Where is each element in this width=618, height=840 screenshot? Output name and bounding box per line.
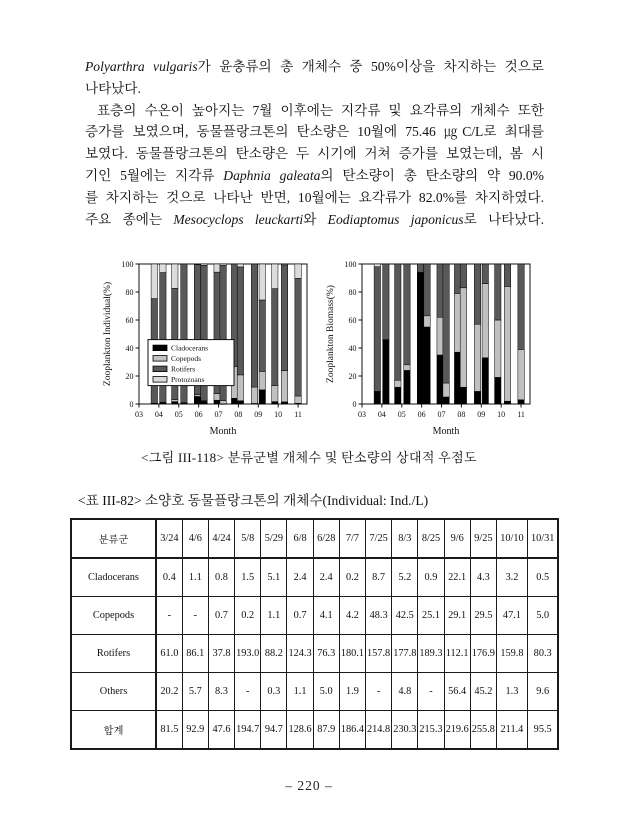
paragraph-line — [85, 165, 544, 187]
bar-segment-rotifers — [437, 264, 443, 317]
value-cell: 22.1 — [444, 558, 470, 597]
bar-segment-copepods — [194, 395, 200, 397]
y-tick-label: 100 — [121, 259, 134, 269]
row-label-cell: Copepods — [71, 597, 156, 635]
value-cell: 5.0 — [527, 597, 558, 635]
value-cell: 124.3 — [287, 635, 313, 673]
value-cell: 87.9 — [313, 711, 339, 750]
value-cell: 177.8 — [392, 635, 418, 673]
value-cell: 92.9 — [182, 711, 208, 750]
value-cell: 0.5 — [527, 558, 558, 597]
y-tick-label: 80 — [348, 287, 357, 297]
value-cell: - — [366, 673, 392, 711]
bar-segment-rotifers — [417, 264, 423, 272]
x-tick-label: 03 — [135, 410, 143, 419]
bar-segment-cladocerans — [504, 401, 510, 404]
paragraph-line — [85, 78, 544, 100]
bar-segment-copepods — [295, 396, 301, 403]
text-run: 로 나타났다. — [463, 211, 544, 227]
value-cell: 4.3 — [470, 558, 496, 597]
bar-segment-protozoans — [151, 264, 157, 299]
bar-segment-cladocerans — [395, 387, 401, 404]
bar-segment-protozoans — [281, 264, 287, 265]
value-cell: 159.8 — [496, 635, 527, 673]
value-cell: 215.3 — [418, 711, 444, 750]
bar-segment-protozoans — [374, 264, 380, 267]
row-label-cell: Rotifers — [71, 635, 156, 673]
value-cell: 0.8 — [208, 558, 234, 597]
value-cell: 25.1 — [418, 597, 444, 635]
bar-segment-cladocerans — [443, 397, 449, 404]
x-tick-label: 09 — [254, 410, 263, 419]
bar-segment-rotifers — [504, 264, 510, 286]
value-cell: 5.0 — [313, 673, 339, 711]
paragraph-line — [85, 143, 544, 165]
value-cell: 3.2 — [496, 558, 527, 597]
bar-segment-protozoans — [194, 264, 200, 265]
value-cell: 176.9 — [470, 635, 496, 673]
bar-segment-cladocerans — [437, 355, 443, 404]
value-cell: 1.1 — [261, 597, 287, 635]
y-axis-label: Zooplankton Biomass(%) — [326, 285, 336, 383]
bar-segment-rotifers — [374, 267, 380, 392]
bar-segment-cladocerans — [201, 401, 207, 404]
bar-segment-rotifers — [474, 264, 480, 324]
x-tick-label: 05 — [174, 410, 183, 419]
y-tick-label: 0 — [352, 399, 357, 409]
bar-segment-rotifers — [251, 264, 257, 387]
value-cell: 0.2 — [235, 597, 261, 635]
bar-segment-rotifers — [482, 264, 488, 284]
value-cell: 189.3 — [418, 635, 444, 673]
x-tick-label: 09 — [477, 410, 486, 419]
header-date-cell: 9/25 — [470, 519, 496, 558]
bar-segment-cladocerans — [383, 340, 389, 404]
x-tick-label: 08 — [234, 410, 243, 419]
bar-segment-protozoans — [237, 264, 243, 267]
species-name: Eodiaptomus japonicus — [327, 211, 464, 227]
bar-segment-cladocerans — [172, 402, 178, 404]
x-tick-label: 10 — [274, 410, 283, 419]
x-tick-label: 07 — [214, 410, 223, 419]
value-cell: 47.6 — [208, 711, 234, 750]
bar-segment-copepods — [443, 383, 449, 397]
x-tick-label: 10 — [497, 410, 506, 419]
bar-segment-cladocerans — [454, 352, 460, 404]
value-cell: 4.8 — [392, 673, 418, 711]
bar-segment-rotifers — [460, 264, 466, 288]
header-date-cell: 4/6 — [182, 519, 208, 558]
table-row — [71, 558, 558, 597]
y-tick-label: 20 — [125, 371, 134, 381]
bar-segment-copepods — [518, 349, 524, 399]
bar-segment-cladocerans — [460, 387, 466, 404]
value-cell: 37.8 — [208, 635, 234, 673]
bar-segment-copepods — [272, 386, 278, 402]
value-cell: 0.7 — [287, 597, 313, 635]
value-cell: 20.2 — [156, 673, 182, 711]
species-name: Polyarthra vulgaris — [85, 59, 198, 74]
zooplankton-individual-chart — [99, 256, 315, 444]
bar-segment-protozoans — [259, 264, 265, 300]
value-cell: 88.2 — [261, 635, 287, 673]
bar-segment-cladocerans — [160, 402, 166, 404]
table-row — [71, 635, 558, 673]
bar-segment-copepods — [220, 401, 226, 404]
bar-segment-copepods — [395, 380, 401, 387]
x-tick-label: 06 — [194, 410, 203, 419]
legend-label: Cladocerans — [171, 343, 209, 353]
text-run: 보였다. 동물플랑크톤의 탄소량은 두 시기에 거쳐 증가를 보였는데, 봄 시 — [85, 146, 544, 162]
bar-segment-protozoans — [160, 264, 166, 273]
bar-segment-cladocerans — [194, 396, 200, 404]
paragraph-line — [85, 209, 544, 231]
bar-segment-rotifers — [443, 264, 449, 383]
value-cell: 2.4 — [287, 558, 313, 597]
table-row — [71, 711, 558, 750]
table-row — [71, 597, 558, 635]
value-cell: 1.1 — [287, 673, 313, 711]
value-cell: 186.4 — [339, 711, 365, 750]
species-name: Mesocyclops leuckarti — [173, 211, 304, 227]
paragraph-line — [85, 100, 544, 122]
value-cell: 76.3 — [313, 635, 339, 673]
value-cell: 0.7 — [208, 597, 234, 635]
header-date-cell: 8/3 — [392, 519, 418, 558]
text-run: 표층의 수온이 높아지는 7월 이후에는 지각류 및 요각류의 개체수 또한 — [97, 102, 544, 118]
header-date-cell: 8/25 — [418, 519, 444, 558]
bar-segment-copepods — [172, 400, 178, 402]
bar-segment-cladocerans — [214, 400, 220, 404]
header-date-cell: 6/28 — [313, 519, 339, 558]
header-date-cell: 4/24 — [208, 519, 234, 558]
x-tick-label: 11 — [294, 410, 302, 419]
bar-segment-cladocerans — [281, 402, 287, 404]
bar-segment-rotifers — [454, 264, 460, 293]
paragraph-line — [85, 56, 544, 78]
value-cell: 29.1 — [444, 597, 470, 635]
bar-segment-rotifers — [424, 264, 430, 316]
value-cell: - — [418, 673, 444, 711]
value-cell: 180.1 — [339, 635, 365, 673]
y-tick-label: 100 — [344, 259, 357, 269]
value-cell: - — [235, 673, 261, 711]
y-axis-label: Zooplankton Individual(%) — [103, 281, 113, 387]
bar-segment-cladocerans — [495, 377, 501, 404]
bar-segment-cladocerans — [482, 358, 488, 404]
bar-segment-copepods — [437, 317, 443, 355]
header-date-cell: 5/29 — [261, 519, 287, 558]
bar-segment-cladocerans — [518, 400, 524, 404]
value-cell: 1.1 — [182, 558, 208, 597]
legend-swatch — [153, 377, 167, 383]
value-cell: 157.8 — [366, 635, 392, 673]
bar-segment-cladocerans — [417, 272, 423, 404]
value-cell: 1.5 — [235, 558, 261, 597]
bar-segment-copepods — [424, 316, 430, 327]
bar-segment-rotifers — [518, 264, 524, 349]
bar-segment-copepods — [454, 293, 460, 352]
table-header-row — [71, 519, 558, 558]
y-tick-label: 40 — [348, 343, 357, 353]
bar-segment-copepods — [504, 286, 510, 401]
value-cell: 255.8 — [470, 711, 496, 750]
bar-segment-cladocerans — [374, 391, 380, 404]
text-run: 주요 종에는 — [85, 211, 174, 227]
row-label-cell: 합계 — [71, 711, 156, 750]
x-axis-label: Month — [209, 426, 237, 437]
value-cell: 4.2 — [339, 597, 365, 635]
bar-segment-rotifers — [383, 264, 389, 340]
legend-label: Copepods — [171, 353, 201, 363]
x-tick-label: 06 — [417, 410, 426, 419]
value-cell: 211.4 — [496, 711, 527, 750]
header-date-cell: 9/6 — [444, 519, 470, 558]
value-cell: 5.1 — [261, 558, 287, 597]
value-cell: - — [156, 597, 182, 635]
bar-segment-rotifers — [395, 264, 401, 380]
text-run: 를 차지하는 것으로 나타난 반면, 10월에는 요각류가 82.0%를 차지하였다. — [85, 189, 544, 205]
bar-segment-rotifers — [404, 264, 410, 365]
value-cell: 81.5 — [156, 711, 182, 750]
bar-segment-rotifers — [272, 289, 278, 386]
zooplankton-biomass-chart — [322, 256, 538, 444]
text-run: 기인 5월에는 지각류 — [85, 167, 224, 183]
bar-segment-cladocerans — [231, 398, 237, 404]
value-cell: 61.0 — [156, 635, 182, 673]
y-tick-label: 60 — [348, 315, 357, 325]
bar-segment-copepods — [214, 394, 220, 401]
value-cell: 0.4 — [156, 558, 182, 597]
value-cell: 42.5 — [392, 597, 418, 635]
value-cell: 5.2 — [392, 558, 418, 597]
value-cell: 80.3 — [527, 635, 558, 673]
text-run: 가 윤충류의 총 개체수 중 50%이상을 차지하는 것으로 — [197, 59, 544, 74]
bar-segment-protozoans — [172, 264, 178, 288]
value-cell: 48.3 — [366, 597, 392, 635]
page-number: – 220 – — [285, 778, 333, 793]
y-tick-label: 20 — [348, 371, 357, 381]
bar-segment-cladocerans — [404, 370, 410, 404]
legend-label: Protozoans — [171, 374, 205, 384]
header-group-cell: 분류군 — [71, 519, 156, 558]
bar-segment-cladocerans — [237, 401, 243, 404]
y-tick-label: 60 — [125, 315, 134, 325]
bar-segment-rotifers — [259, 300, 265, 371]
paragraph-line — [85, 121, 544, 143]
value-cell: 0.2 — [339, 558, 365, 597]
text-run: 나타났다. — [85, 80, 141, 96]
value-cell: 193.0 — [235, 635, 261, 673]
x-tick-label: 05 — [397, 410, 406, 419]
bar-segment-copepods — [404, 365, 410, 371]
legend-swatch — [153, 366, 167, 372]
legend-swatch — [153, 345, 167, 351]
value-cell: 86.1 — [182, 635, 208, 673]
value-cell: 214.8 — [366, 711, 392, 750]
bar-segment-copepods — [259, 371, 265, 389]
header-date-cell: 6/8 — [287, 519, 313, 558]
y-tick-label: 0 — [129, 399, 134, 409]
value-cell: 2.4 — [313, 558, 339, 597]
header-date-cell: 7/7 — [339, 519, 365, 558]
header-date-cell: 5/8 — [235, 519, 261, 558]
row-label-cell: Cladocerans — [71, 558, 156, 597]
value-cell: 8.7 — [366, 558, 392, 597]
body-paragraph — [85, 56, 544, 230]
bar-segment-copepods — [237, 375, 243, 401]
bar-segment-protozoans — [220, 264, 226, 265]
header-date-cell: 7/25 — [366, 519, 392, 558]
header-date-cell: 3/24 — [156, 519, 182, 558]
bar-segment-copepods — [474, 324, 480, 391]
value-cell: 1.3 — [496, 673, 527, 711]
bar-segment-protozoans — [201, 264, 207, 265]
bar-segment-protozoans — [214, 264, 220, 272]
value-cell: 128.6 — [287, 711, 313, 750]
bar-segment-copepods — [482, 284, 488, 358]
bar-segment-copepods — [281, 371, 287, 402]
text-run: 증가를 보였으며, 동물플랑크톤의 탄소량은 10월에 75.46 ㎍C/L로 최대를 — [85, 124, 544, 140]
x-axis-label: Month — [432, 426, 460, 437]
bar-segment-cladocerans — [474, 391, 480, 404]
bar-segment-copepods — [251, 387, 257, 403]
value-cell: 112.1 — [444, 635, 470, 673]
value-cell: 0.3 — [261, 673, 287, 711]
bar-segment-rotifers — [495, 264, 501, 320]
header-date-cell: 10/31 — [527, 519, 558, 558]
value-cell: 95.5 — [527, 711, 558, 750]
x-tick-label: 07 — [437, 410, 446, 419]
bar-segment-cladocerans — [424, 327, 430, 404]
value-cell: 29.5 — [470, 597, 496, 635]
bar-segment-cladocerans — [272, 402, 278, 404]
value-cell: 9.6 — [527, 673, 558, 711]
bar-segment-rotifers — [237, 267, 243, 375]
value-cell: 219.6 — [444, 711, 470, 750]
figure-III-118 — [99, 256, 539, 444]
value-cell: 56.4 — [444, 673, 470, 711]
value-cell: 194.7 — [235, 711, 261, 750]
legend-label: Rotifers — [171, 364, 196, 374]
value-cell: 8.3 — [208, 673, 234, 711]
zooplankton-count-table — [70, 518, 559, 750]
value-cell: 0.9 — [418, 558, 444, 597]
value-cell: 5.7 — [182, 673, 208, 711]
bar-segment-protozoans — [272, 264, 278, 289]
text-run: 의 탄소량이 총 탄소량의 약 90.0% — [320, 167, 544, 183]
text-run: 와 — [303, 211, 328, 227]
value-cell: 1.9 — [339, 673, 365, 711]
value-cell: 47.1 — [496, 597, 527, 635]
x-tick-label: 08 — [457, 410, 466, 419]
value-cell: 230.3 — [392, 711, 418, 750]
header-date-cell: 10/10 — [496, 519, 527, 558]
bar-segment-copepods — [460, 288, 466, 387]
bar-segment-rotifers — [295, 278, 301, 396]
bar-segment-cladocerans — [259, 390, 265, 404]
table-caption: <표 III-82> 소양호 동물플랑크톤의 개체수(Individual: Ind./L) — [78, 493, 429, 508]
y-tick-label: 40 — [125, 343, 134, 353]
value-cell: 94.7 — [261, 711, 287, 750]
value-cell: - — [182, 597, 208, 635]
x-tick-label: 11 — [517, 410, 525, 419]
bar-segment-protozoans — [295, 264, 301, 278]
value-cell: 4.1 — [313, 597, 339, 635]
value-cell: 45.2 — [470, 673, 496, 711]
y-tick-label: 80 — [125, 287, 134, 297]
figure-caption: <그림 III-118> 분류군별 개체수 및 탄소량의 상대적 우점도 — [141, 450, 477, 465]
bar-segment-copepods — [495, 320, 501, 377]
row-label-cell: Others — [71, 673, 156, 711]
bar-segment-rotifers — [281, 265, 287, 371]
species-name: Daphnia galeata — [223, 167, 321, 183]
x-tick-label: 03 — [358, 410, 366, 419]
paragraph-line — [85, 187, 544, 209]
x-tick-label: 04 — [377, 410, 386, 419]
x-tick-label: 04 — [154, 410, 163, 419]
table-row — [71, 673, 558, 711]
legend-swatch — [153, 356, 167, 362]
